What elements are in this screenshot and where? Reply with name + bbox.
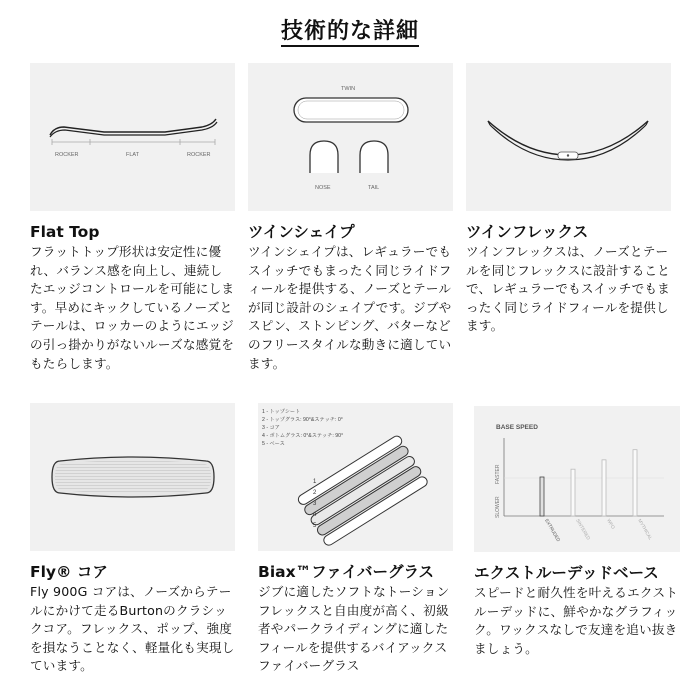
x-tick-wfo: WFO bbox=[606, 518, 616, 530]
layer-label-4: 4 - ボトムグラス: 0°&ステッチ: 90° bbox=[262, 433, 344, 439]
card-flat-top bbox=[30, 63, 235, 373]
card-body: ツインフレックスは、ノーズとテールを同じフレックスに設計することで、レギュラーでもスイッチでもまったく同じライドフィールを提供します。 bbox=[466, 244, 670, 334]
bar-extruded bbox=[540, 477, 544, 516]
twin-shape-illustration bbox=[248, 63, 453, 211]
label-twin: TWIN bbox=[341, 86, 356, 92]
layer-label-5: 5 - ベース bbox=[262, 441, 285, 447]
flat-top-illustration bbox=[30, 63, 235, 211]
card-title: ツインシェイプ bbox=[248, 223, 355, 241]
base-speed-svg bbox=[474, 406, 680, 552]
x-tick-mythical: MYTHICAL bbox=[637, 518, 654, 541]
bar-wfo bbox=[602, 460, 606, 516]
card-twin-shape bbox=[248, 63, 453, 373]
card-body: スピードと耐久性を叶えるエクストルーデッドに、鮮やかなグラフィック。ワックスなしで友達を追い抜きましょう。 bbox=[474, 585, 679, 656]
label-nose: NOSE bbox=[315, 185, 331, 191]
layer-number-2: 2 bbox=[313, 490, 317, 496]
card-title: エクストルーデッドベース bbox=[474, 564, 659, 582]
bar-sintered bbox=[571, 469, 575, 516]
base-speed-chart bbox=[474, 406, 680, 552]
card-fly-core bbox=[30, 403, 235, 676]
biax-illustration bbox=[258, 403, 453, 551]
layer-number-5: 5 bbox=[313, 523, 317, 529]
card-title: ツインフレックス bbox=[466, 223, 589, 241]
card-twin-flex bbox=[466, 63, 671, 336]
chart-ylabel-bottom: SLOWER bbox=[495, 496, 501, 518]
layer-number-3: 3 bbox=[313, 501, 317, 507]
card-body: ツインシェイプは、レギュラーでもスイッチでもまったく同じライドフィールを提供する、ノーズとテールが同じ設計のシェイプです。ジブやスピン、ストンピング、バターなどのフリースタイルな動きに適しています。 bbox=[248, 244, 452, 371]
card-body: ジブに適したソフトなトーションフレックスと自由度が高く、初級者やパークライディングに適したフィールを提供するバイアックスファイバーグラス bbox=[258, 584, 450, 674]
layer-number-4: 4 bbox=[313, 512, 317, 518]
card-extruded-base bbox=[474, 406, 680, 658]
card-title: Flat Top bbox=[30, 223, 100, 241]
fly-core-illustration bbox=[30, 403, 235, 551]
chart-title: BASE SPEED bbox=[496, 424, 538, 431]
x-tick-extruded: EXTRUDED bbox=[544, 518, 562, 543]
card-body: フラットトップ形状は安定性に優れ、バランス感を向上し、連続したエッジコントロールを可能にします。早めにキックしているノーズとテールは、ロッカーのようにエッジの引っ掛かりがないルーズな感覚をもたらします。 bbox=[30, 244, 235, 371]
x-tick-sintered: SINTERED bbox=[575, 518, 592, 541]
layer-label-1: 1 - トップシート bbox=[262, 409, 301, 415]
layer-number-1: 1 bbox=[313, 479, 317, 485]
page-title: 技術的な詳細 bbox=[0, 14, 700, 45]
label-rocker-right: ROCKER bbox=[187, 152, 211, 158]
card-biax bbox=[258, 403, 453, 676]
label-rocker-left: ROCKER bbox=[55, 152, 79, 158]
twin-flex-illustration bbox=[466, 63, 671, 211]
chart-ylabel-top: FASTER bbox=[495, 464, 501, 484]
card-title: Fly® コア bbox=[30, 563, 108, 581]
card-title: Biax™ファイバーグラス bbox=[258, 563, 435, 581]
card-body: Fly 900G コアは、ノーズからテールにかけて走るBurtonのクラシックコア。フレックス、ポップ、強度を損なうことなく、軽量化も実現しています。 bbox=[30, 584, 235, 674]
label-tail: TAIL bbox=[368, 185, 380, 191]
bar-mythical bbox=[633, 450, 637, 516]
layer-label-2: 2 - トップグラス: 90°&ステッチ: 0° bbox=[262, 417, 343, 423]
layer-label-3: 3 - コア bbox=[262, 425, 280, 431]
label-flat: FLAT bbox=[126, 152, 140, 158]
